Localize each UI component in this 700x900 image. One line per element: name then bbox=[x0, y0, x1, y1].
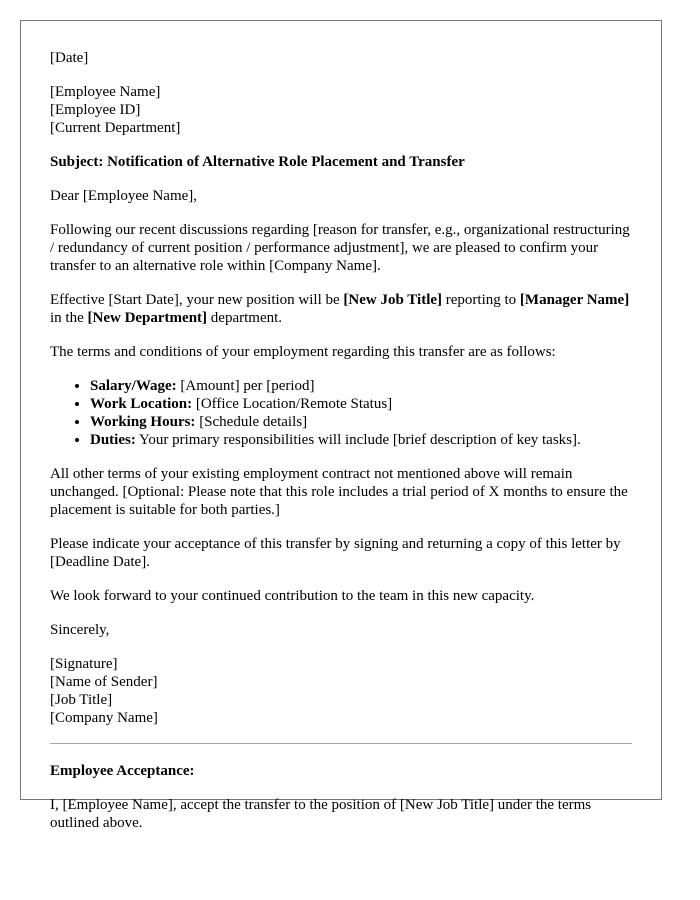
acceptance-heading: Employee Acceptance: bbox=[50, 763, 195, 779]
new-department: [New Department] bbox=[87, 310, 208, 326]
position-text-1: Effective [Start Date], your new position will be bbox=[50, 292, 344, 308]
terms-label: Duties: bbox=[90, 432, 136, 448]
paragraph-new-position bbox=[50, 291, 632, 327]
acceptance-text: I, [Employee Name], accept the transfer to the position of [New Job Title] under the terms outlined above. bbox=[50, 797, 592, 831]
paragraph-acceptance-request: Please indicate your acceptance of this transfer by signing and returning a copy of this letter by [Deadline Date]. bbox=[50, 536, 621, 570]
terms-value: [Schedule details] bbox=[195, 414, 308, 430]
letter-page bbox=[20, 20, 662, 831]
recipient-name: [Employee Name] bbox=[50, 84, 161, 100]
terms-item-duties bbox=[90, 431, 632, 449]
section-divider bbox=[50, 743, 632, 744]
sender-company: [Company Name] bbox=[50, 710, 158, 726]
subject-text: Subject: Notification of Alternative Role Placement and Transfer bbox=[50, 154, 465, 170]
terms-label: Working Hours: bbox=[90, 414, 196, 430]
position-text-2: reporting to bbox=[442, 292, 520, 308]
paragraph-transfer-reason: Following our recent discussions regarding [reason for transfer, e.g., organizational restructuring / redundancy of current position / performance adjustment], we are pleased to confirm your transfer to an alternative role within [Company Name]. bbox=[50, 222, 630, 274]
terms-item-salary bbox=[90, 377, 632, 395]
terms-item-location bbox=[90, 395, 632, 413]
paragraph-other-terms: All other terms of your existing employment contract not mentioned above will remain unchanged. [Optional: Please note that this role includes a trial period of X months to ensure the placement is suitable for both parties.] bbox=[50, 466, 628, 518]
terms-value: [Office Location/Remote Status] bbox=[192, 396, 393, 412]
manager-name: [Manager Name] bbox=[519, 292, 630, 308]
terms-label: Salary/Wage: bbox=[90, 378, 177, 394]
terms-item-hours bbox=[90, 413, 632, 431]
closing: Sincerely, bbox=[50, 622, 110, 638]
new-job-title: [New Job Title] bbox=[343, 292, 443, 308]
terms-list bbox=[50, 377, 632, 449]
letter-content bbox=[21, 21, 661, 832]
subject-line bbox=[50, 153, 632, 171]
terms-value: [Amount] per [period] bbox=[176, 378, 315, 394]
sender-block bbox=[50, 655, 632, 727]
sender-name: [Name of Sender] bbox=[50, 674, 158, 690]
terms-label: Work Location: bbox=[90, 396, 193, 412]
paragraph-closing-remark: We look forward to your continued contribution to the team in this new capacity. bbox=[50, 588, 535, 604]
salutation: Dear [Employee Name], bbox=[50, 188, 198, 204]
terms-value: Your primary responsibilities will include [brief description of key tasks]. bbox=[135, 432, 581, 448]
position-text-3: in the bbox=[50, 310, 88, 326]
recipient-id: [Employee ID] bbox=[50, 102, 141, 118]
terms-intro: The terms and conditions of your employment regarding this transfer are as follows: bbox=[50, 344, 556, 360]
recipient-block bbox=[50, 83, 632, 137]
recipient-department: [Current Department] bbox=[50, 120, 181, 136]
letter-date: [Date] bbox=[50, 50, 89, 66]
position-text-4: department. bbox=[207, 310, 283, 326]
sender-title: [Job Title] bbox=[50, 692, 113, 708]
sender-signature: [Signature] bbox=[50, 656, 118, 672]
